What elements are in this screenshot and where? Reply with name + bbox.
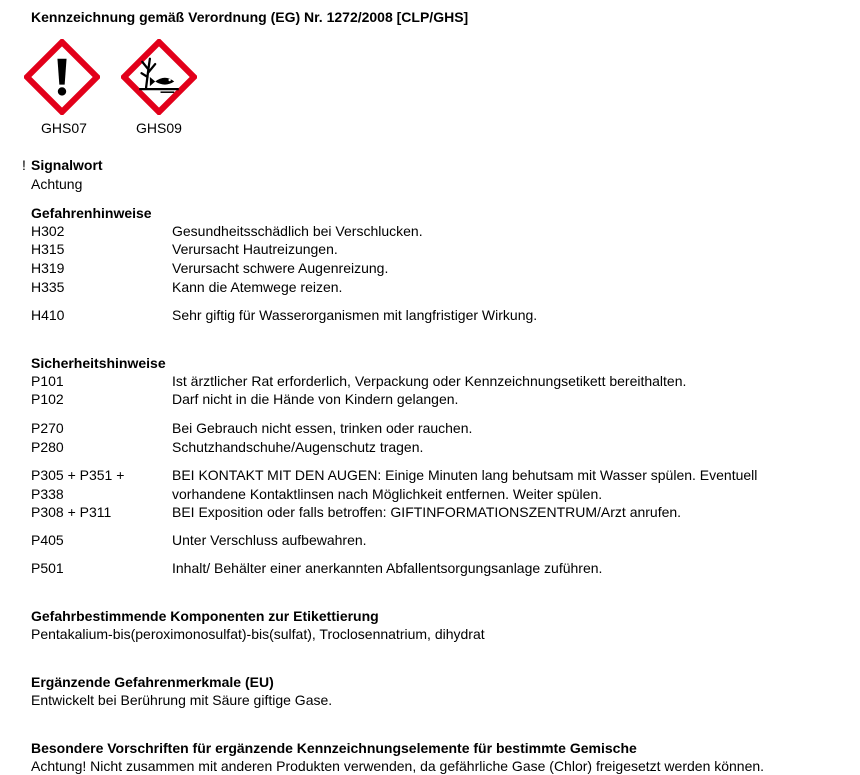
precautionary-text: Unter Verschluss aufbewahren. bbox=[172, 532, 367, 548]
precautionary-code: P308 + P311 bbox=[31, 504, 112, 520]
precautionary-text: Darf nicht in die Hände von Kindern gelangen. bbox=[172, 391, 459, 407]
precautionary-heading: Sicherheitshinweise bbox=[31, 355, 166, 371]
environment-hazard-icon bbox=[121, 39, 197, 115]
precautionary-code: P405 bbox=[31, 532, 64, 548]
precautionary-code: P270 bbox=[31, 420, 64, 436]
precautionary-code: P101 bbox=[31, 373, 64, 389]
hazard-heading: Gefahrenhinweise bbox=[31, 205, 152, 221]
hazard-code: H335 bbox=[31, 279, 65, 295]
special-text: Achtung! Nicht zusammen mit anderen Produkten verwenden, da gefährliche Gase (Chlor) freigesetzt werden können. bbox=[31, 758, 765, 774]
precautionary-text: BEI KONTAKT MIT DEN AUGEN: Einige Minuten lang behutsam mit Wasser spülen. Eventuell bbox=[172, 467, 758, 483]
section-title: Kennzeichnung gemäß Verordnung (EG) Nr. 1272/2008 [CLP/GHS] bbox=[31, 9, 469, 25]
precautionary-code: P102 bbox=[31, 391, 64, 407]
hazard-text: Gesundheitsschädlich bei Verschlucken. bbox=[172, 223, 423, 239]
pictogram-label-ghs09: GHS09 bbox=[136, 120, 182, 136]
precautionary-text: Inhalt/ Behälter einer anerkannten Abfallentsorgungsanlage zuführen. bbox=[172, 560, 603, 576]
hazard-text: Kann die Atemwege reizen. bbox=[172, 279, 343, 295]
hazard-text: Verursacht Hautreizungen. bbox=[172, 241, 338, 257]
supplemental-text: Entwickelt bei Berührung mit Säure giftige Gase. bbox=[31, 692, 333, 708]
exclamation-mark-icon bbox=[24, 39, 100, 115]
precautionary-text: Ist ärztlicher Rat erforderlich, Verpackung oder Kennzeichnungsetikett bereithalten. bbox=[172, 373, 687, 389]
signal-heading: Signalwort bbox=[31, 157, 103, 173]
precautionary-text: BEI Exposition oder falls betroffen: GIFTINFORMATIONSZENTRUM/Arzt anrufen. bbox=[172, 504, 682, 520]
signal-marker: ! bbox=[22, 157, 26, 173]
components-heading: Gefahrbestimmende Komponenten zur Etikettierung bbox=[31, 608, 379, 624]
precautionary-text: Schutzhandschuhe/Augenschutz tragen. bbox=[172, 439, 424, 455]
hazard-code: H315 bbox=[31, 241, 65, 257]
hazard-code: H410 bbox=[31, 307, 65, 323]
hazard-text: Verursacht schwere Augenreizung. bbox=[172, 260, 389, 276]
supplemental-heading: Ergänzende Gefahrenmerkmale (EU) bbox=[31, 674, 274, 690]
precautionary-code: P280 bbox=[31, 439, 64, 455]
precautionary-text: Bei Gebrauch nicht essen, trinken oder rauchen. bbox=[172, 420, 473, 436]
precautionary-code: P305 + P351 + bbox=[31, 467, 125, 483]
precautionary-text-continued: vorhandene Kontaktlinsen nach Möglichkeit entfernen. Weiter spülen. bbox=[172, 486, 603, 502]
components-text: Pentakalium-bis(peroximonosulfat)-bis(sulfat), Troclosennatrium, dihydrat bbox=[31, 626, 485, 642]
precautionary-code: P501 bbox=[31, 560, 64, 576]
pictogram-label-ghs07: GHS07 bbox=[41, 120, 87, 136]
hazard-code: H319 bbox=[31, 260, 65, 276]
precautionary-code-continued: P338 bbox=[31, 486, 64, 502]
signal-value: Achtung bbox=[31, 176, 83, 192]
special-heading: Besondere Vorschriften für ergänzende Kennzeichnungselemente für bestimmte Gemische bbox=[31, 740, 637, 756]
hazard-text: Sehr giftig für Wasserorganismen mit langfristiger Wirkung. bbox=[172, 307, 538, 323]
hazard-code: H302 bbox=[31, 223, 65, 239]
